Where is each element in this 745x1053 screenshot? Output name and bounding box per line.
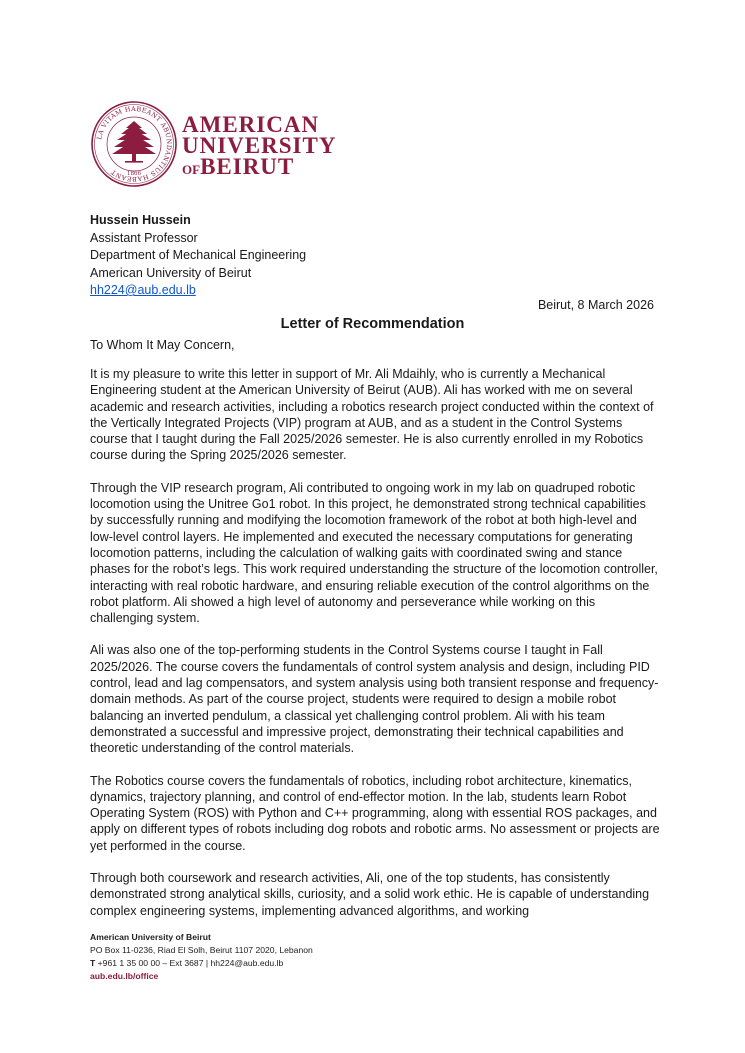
footer-web-link[interactable]: aub.edu.lb/office [90,971,159,981]
wordmark-university: UNIVERSITY [182,133,337,158]
sender-name: Hussein Hussein [90,213,191,227]
wordmark-of: OF [182,162,201,177]
paragraph: Through both coursework and research activities, Ali, one of the top students, has consistently demonstrated strong analytical skills, curiosity, and a solid work ethic. He is capable of understanding complex engineering systems, implementing advanced algorithms, and working [90,871,650,918]
cedar-tree-icon [112,121,156,163]
letter-title: Letter of Recommendation [280,316,465,332]
letter-date: Beirut, 8 March 2026 [537,298,654,312]
paragraph: Ali was also one of the top-performing students in the Control Systems course I taught in Fall 2025/2026. The course covers the fundamentals of control system analysis and design, including PID control, lead and lag compensators, and system analysis using both transient response and frequency-domain methods. As part of the course project, students were required to design a mobile robot balancing an inverted pendulum, a classical yet challenging control problem. Ali with his team demonstrated a successful and impressive project, demonstrating their technical capabilities and theoretic understanding of the control materials. [90,643,659,756]
aub-seal [90,100,178,188]
footer-name: American University of Beirut [90,932,211,942]
sender-block [90,212,306,300]
aub-wordmark [182,114,336,180]
footer-contact [90,957,313,970]
footer-tel-label: T [90,958,96,968]
letter-body [90,366,660,935]
wordmark-of-beirut [182,156,336,180]
paragraph: It is my pleasure to write this letter in support of Mr. Ali Mdaihly, who is currently a Mechanical Engineering student at the American University of Beirut (AUB). Ali has worked with me on several academic and research activities, including a robotics research project conducted within the context of the Vertically Integrated Projects (VIP) program at AUB, and as a student in the Control Systems course that I taught during the Fall 2025/2026 semester. He is also currently enrolled in my Robotics course during the Spring 2025/2026 semester. [90,367,654,463]
aub-logo [90,100,350,190]
paragraph: Through the VIP research program, Ali contributed to ongoing work in my lab on quadruped robotic locomotion using the Unitree Go1 robot. In this project, he demonstrated strong technical capabilities by successfully running and modifying the locomotion framework of the robot at both high-level and low-level control layers. He implemented and executed the necessary computations for generating locomotion patterns, including the calculation of walking gaits with coordinated swing and stance phases for the robot’s legs. This work required understanding the structure of the locomotion controller, interacting with real robotic hardware, and ensuring reliable execution of the control algorithms on the robot platform. Ali showed a high level of autonomy and perseverance while working on this challenging system. [90,480,658,626]
salutation: To Whom It May Concern, [90,338,235,352]
paragraph: The Robotics course covers the fundamentals of robotics, including robot architecture, kinematics, dynamics, trajectory planning, and control of end-effector motion. In the lab, students learn Robot Operating System (ROS) with Python and C++ programming, along with essential ROS packages, and apply on different types of robots including dog robots and robotic arms. No assessment or projects are yet performed in the course. [90,773,660,853]
wordmark-american: AMERICAN [182,112,320,137]
seal-motto: LA VITAM HABEANT ABUNDANTIUS HABEANT [95,104,174,184]
sender-position: Assistant Professor [90,230,198,245]
footer-address: PO Box 11-0236, Riad El Solh, Beirut 1107 2020, Lebanon [90,945,313,955]
sender-department: Department of Mechanical Engineering [90,248,307,262]
seal-year: 1866 [127,171,141,177]
footer [90,931,313,983]
sender-institution: American University of Beirut [90,265,252,280]
footer-tel: +961 1 35 00 00 – Ext 3687 | hh224@aub.edu.lb [97,958,284,968]
wordmark-beirut: BEIRUT [200,154,295,179]
sender-email-link[interactable]: hh224@aub.edu.lb [90,283,196,297]
